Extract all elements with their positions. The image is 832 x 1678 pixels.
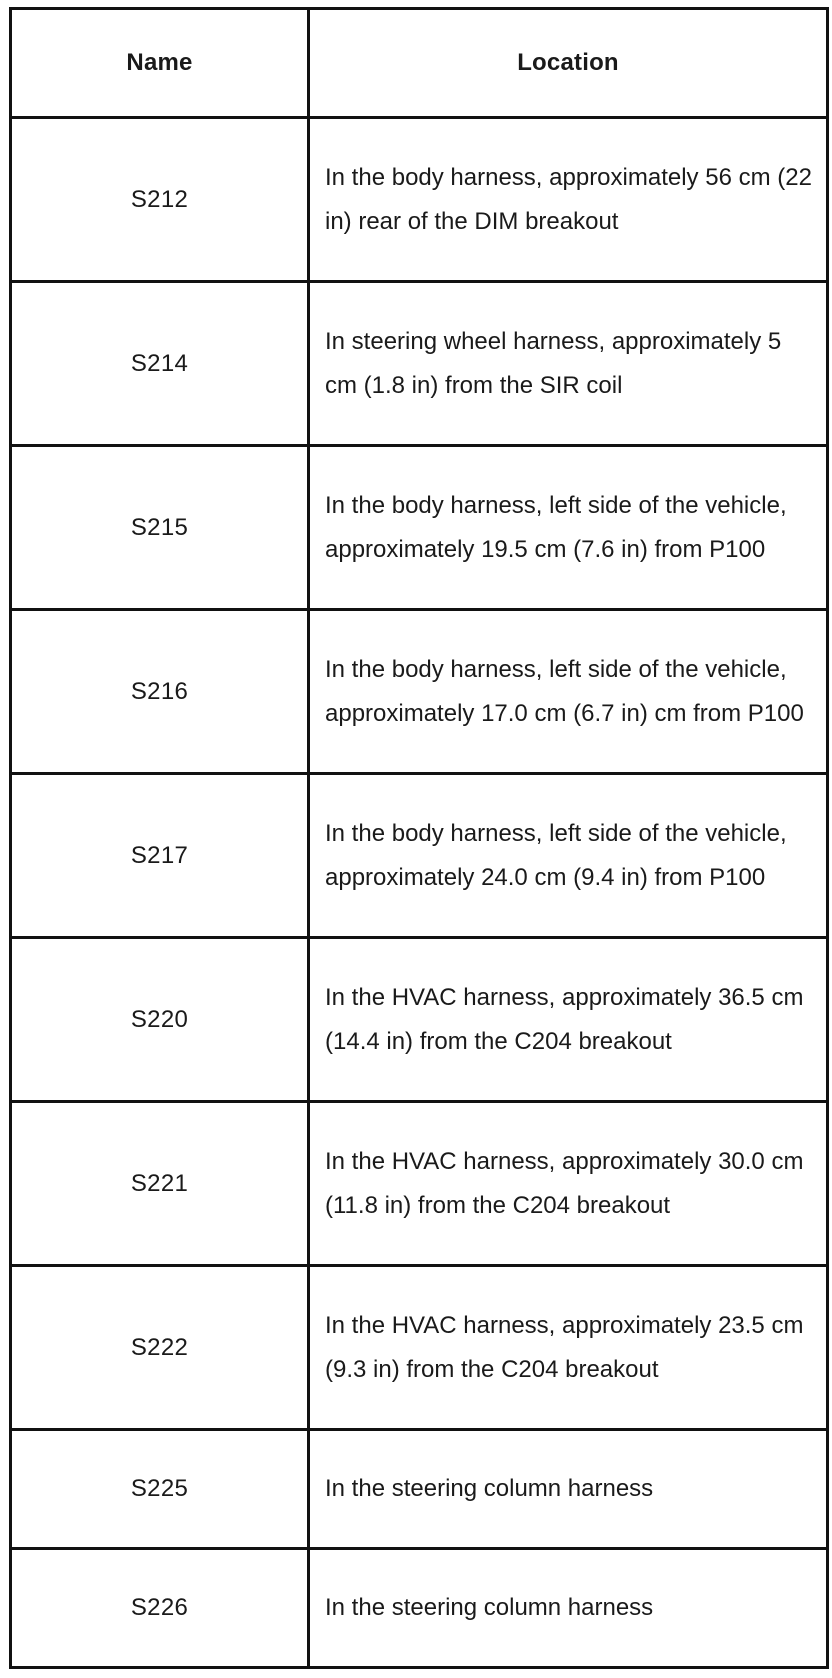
column-header-location: Location	[309, 9, 828, 118]
splice-name-cell: S217	[11, 774, 309, 938]
table-body	[11, 118, 828, 1668]
splice-location-cell: In the body harness, left side of the vehicle, approximately 17.0 cm (6.7 in) cm from P100	[309, 610, 828, 774]
splice-name-cell: S216	[11, 610, 309, 774]
splice-location-cell: In the HVAC harness, approximately 36.5 cm (14.4 in) from the C204 breakout	[309, 938, 828, 1102]
table-row	[11, 1549, 828, 1668]
splice-name-cell: S222	[11, 1266, 309, 1430]
table-row	[11, 1266, 828, 1430]
splice-location-cell: In the HVAC harness, approximately 23.5 cm (9.3 in) from the C204 breakout	[309, 1266, 828, 1430]
header-row	[11, 9, 828, 118]
splice-name-cell: S212	[11, 118, 309, 282]
table-row	[11, 1102, 828, 1266]
table-row	[11, 610, 828, 774]
splice-name-cell: S226	[11, 1549, 309, 1668]
splice-name-cell: S221	[11, 1102, 309, 1266]
table-row	[11, 938, 828, 1102]
splice-location-cell: In steering wheel harness, approximately 5 cm (1.8 in) from the SIR coil	[309, 282, 828, 446]
table-row	[11, 282, 828, 446]
table-row	[11, 1430, 828, 1549]
column-header-name: Name	[11, 9, 309, 118]
splice-location-cell: In the body harness, approximately 56 cm (22 in) rear of the DIM breakout	[309, 118, 828, 282]
table-row	[11, 118, 828, 282]
splice-name-cell: S215	[11, 446, 309, 610]
table-row	[11, 446, 828, 610]
table-header	[11, 9, 828, 118]
table-row	[11, 774, 828, 938]
splice-location-cell: In the steering column harness	[309, 1430, 828, 1549]
splice-location-cell: In the body harness, left side of the vehicle, approximately 19.5 cm (7.6 in) from P100	[309, 446, 828, 610]
splice-location-cell: In the HVAC harness, approximately 30.0 cm (11.8 in) from the C204 breakout	[309, 1102, 828, 1266]
splice-location-cell: In the steering column harness	[309, 1549, 828, 1668]
splice-name-cell: S214	[11, 282, 309, 446]
splice-name-cell: S220	[11, 938, 309, 1102]
splice-location-cell: In the body harness, left side of the vehicle, approximately 24.0 cm (9.4 in) from P100	[309, 774, 828, 938]
splice-name-cell: S225	[11, 1430, 309, 1549]
splice-location-table	[9, 7, 829, 1669]
